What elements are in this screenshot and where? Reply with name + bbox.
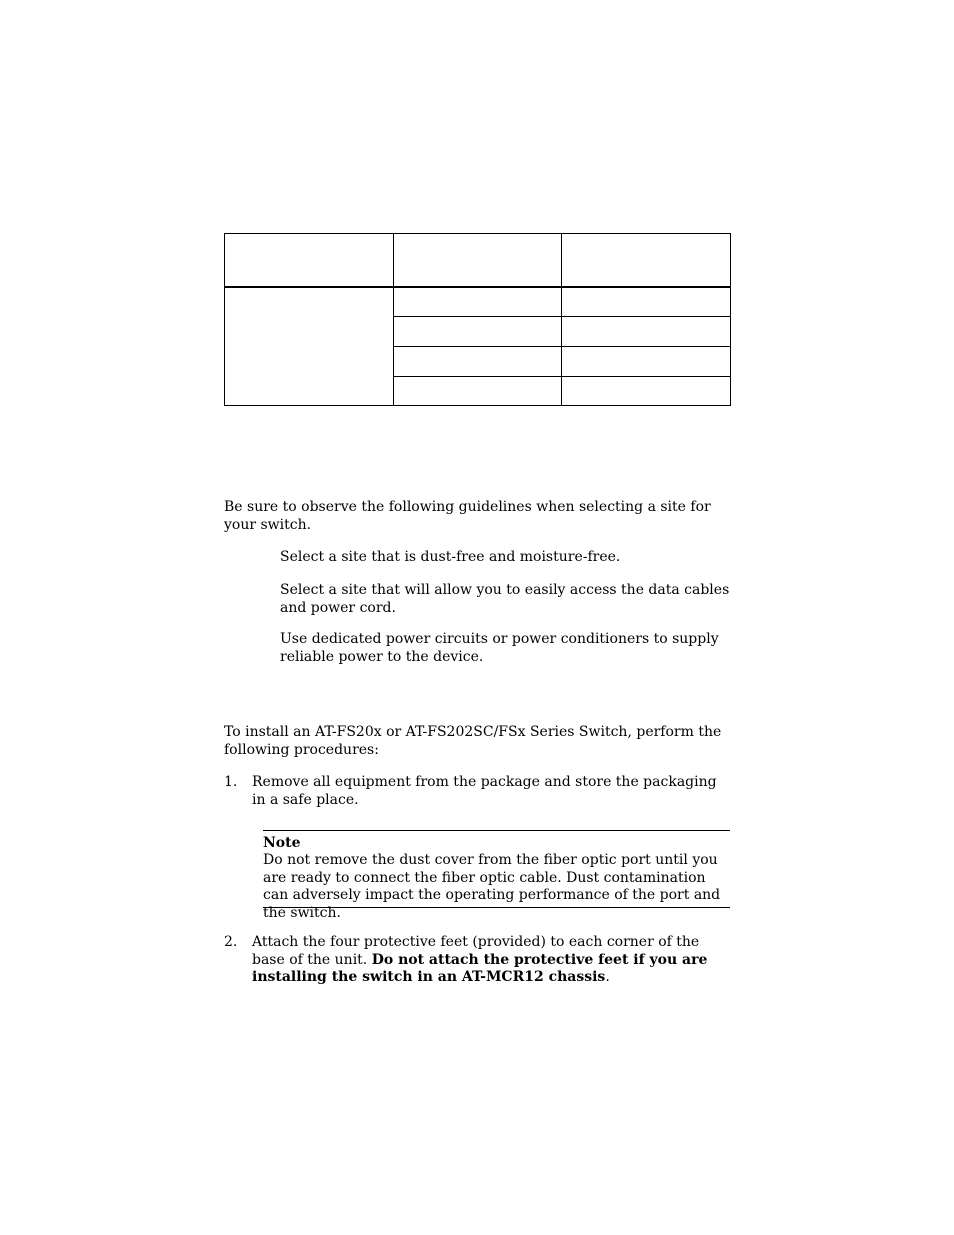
table-header-row [225,234,731,288]
note-top-rule [263,830,730,831]
table-cell [394,317,562,347]
table-cell [225,287,394,405]
table-cell [394,376,562,405]
step-number: 1. [224,774,238,790]
site-intro: Be sure to observe the following guidelines when selecting a site for your switch. [224,499,711,533]
step-text: Remove all equipment from the package and store the packaging in a safe place. [252,774,717,808]
table-cell [562,317,731,347]
step-text-plain: Attach the four protective feet (provided) to each corner of the base of the unit. [252,934,700,968]
spec-table [224,233,731,406]
table-cell [562,347,731,376]
note-text: Do not remove the dust cover from the fiber optic port until you are ready to connect the fiber optic cable. Dust contamination can adversely impact the operating performance of the port and the switch. [263,852,721,921]
guideline-item: Use dedicated power circuits or power conditioners to supply reliable power to the device. [280,631,719,665]
table-header-cell [225,234,394,288]
step-warning: Do not attach the protective feet if you are installing the switch in an AT-MCR12 chassis [252,951,708,985]
step-text-end: . [605,969,610,985]
table-cell [394,287,562,316]
table-header-cell [562,234,731,288]
table-cell [562,287,731,316]
step-text [252,934,730,987]
table-cell [562,376,731,405]
note-title: Note [263,835,301,851]
table-row [225,287,731,316]
install-intro: To install an AT-FS20x or AT-FS202SC/FSx Series Switch, perform the following procedures: [224,724,722,758]
guideline-item: Select a site that will allow you to easily access the data cables and power cord. [280,582,730,616]
note-bottom-rule [263,907,730,908]
table-cell [394,347,562,376]
guideline-item: Select a site that is dust-free and moisture-free. [280,549,621,565]
step-number: 2. [224,934,238,950]
table-header-cell [394,234,562,288]
